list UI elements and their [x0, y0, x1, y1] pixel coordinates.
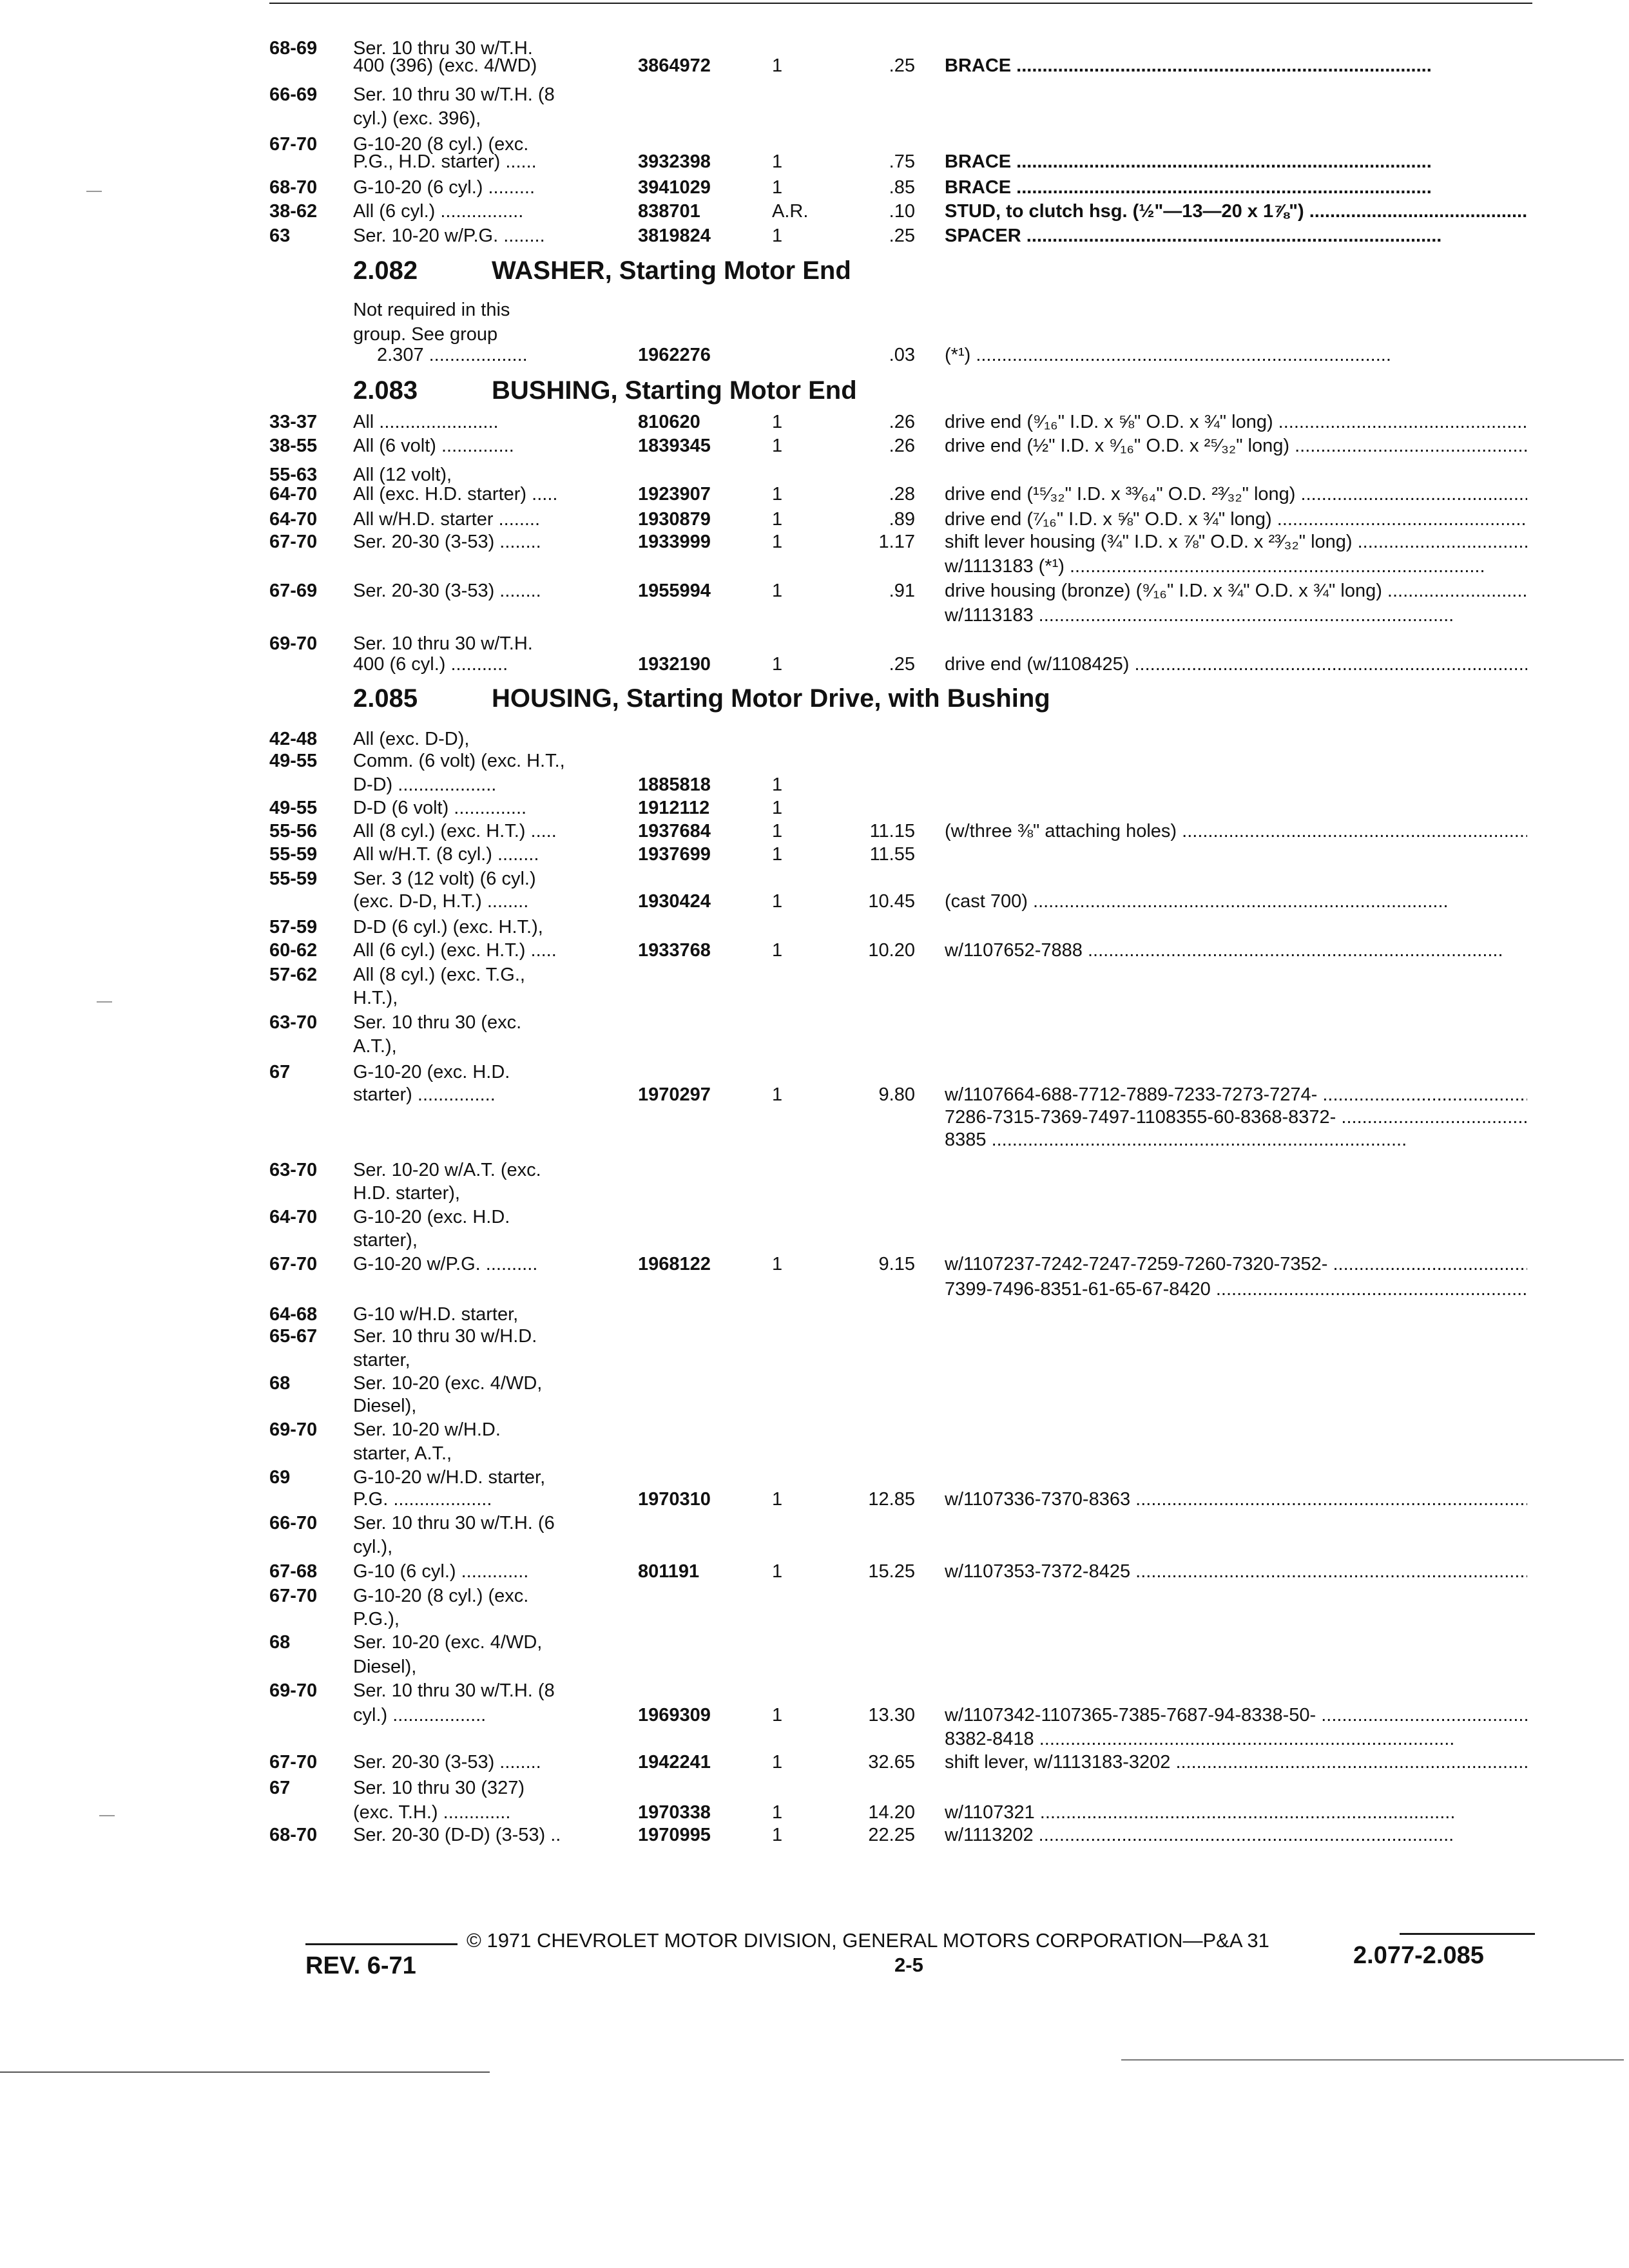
row-years: 69-70 — [269, 1680, 318, 1701]
row-quantity: 1 — [772, 581, 783, 601]
row-years: 67-70 — [269, 1586, 318, 1606]
row-part-number: 1930879 — [638, 509, 711, 530]
row-quantity: 1 — [772, 532, 783, 552]
row-description: w/1107664-688-7712-7889-7233-7273-7274- ..... — [945, 1082, 1527, 1107]
row-part-number: 1955994 — [638, 581, 711, 601]
row-application: G-10-20 (8 cyl.) (exc. — [353, 1586, 529, 1606]
row-part-number: 1933999 — [638, 532, 711, 552]
row-application: starter, — [353, 1350, 410, 1370]
row-quantity: 1 — [772, 844, 783, 865]
row-years: 55-59 — [269, 844, 318, 865]
row-application: All (6 volt) .............. — [353, 436, 514, 456]
section-title: BUSHING, Starting Motor End — [492, 376, 857, 405]
row-quantity: 1 — [772, 1084, 783, 1105]
row-description: w/1113183 (*¹) ..... — [945, 554, 1527, 579]
row-part-number: 3941029 — [638, 177, 711, 198]
row-quantity: 1 — [772, 798, 783, 818]
row-price: .91 — [889, 581, 915, 601]
row-application: D-D (6 cyl.) (exc. H.T.), — [353, 917, 543, 937]
row-quantity: 1 — [772, 177, 783, 198]
row-years: 67 — [269, 1062, 291, 1082]
row-years: 68 — [269, 1373, 291, 1394]
row-application: All (8 cyl.) (exc. H.T.) ..... — [353, 821, 557, 841]
table-row — [0, 1823, 1629, 1861]
row-quantity: 1 — [772, 821, 783, 841]
row-part-number: 1930424 — [638, 891, 711, 912]
row-price: 13.30 — [868, 1705, 915, 1725]
row-application: cyl.) (exc. 396), — [353, 108, 481, 129]
footer-copyright: © 1971 CHEVROLET MOTOR DIVISION, GENERAL MOTORS CORPORATION—P&A 31 — [467, 1929, 1269, 1952]
row-application: Ser. 20-30 (3-53) ........ — [353, 1752, 541, 1773]
row-quantity: 1 — [772, 509, 783, 530]
row-description: w/1107321 ..... — [945, 1800, 1527, 1825]
row-years: 69 — [269, 1467, 291, 1488]
row-years: 33-37 — [269, 412, 318, 432]
row-years: 69-70 — [269, 1419, 318, 1440]
row-years: 68-69 — [269, 38, 318, 59]
section-note: Not required in this — [353, 300, 510, 320]
row-quantity: 1 — [772, 891, 783, 912]
footer-rule-left — [305, 1943, 458, 1945]
row-application: All (6 cyl.) (exc. H.T.) ..... — [353, 940, 557, 961]
row-years: 55-59 — [269, 869, 318, 889]
row-price: 10.45 — [868, 891, 915, 912]
footer-rule-right — [1400, 1933, 1535, 1935]
row-application: G-10 (6 cyl.) ............. — [353, 1561, 529, 1582]
row-years: 67 — [269, 1778, 291, 1798]
row-years: 66-69 — [269, 84, 318, 105]
row-application: G-10 w/H.D. starter, — [353, 1304, 519, 1325]
row-application: All w/H.T. (8 cyl.) ........ — [353, 844, 539, 865]
row-application: All w/H.D. starter ........ — [353, 509, 541, 530]
row-price: 9.15 — [878, 1254, 915, 1274]
row-application: D-D) ................... — [353, 774, 497, 795]
row-application: Ser. 20-30 (D-D) (3-53) .. — [353, 1825, 561, 1845]
row-application: 400 (6 cyl.) ........... — [353, 654, 508, 675]
row-part-number: 838701 — [638, 201, 700, 222]
row-price: 12.85 — [868, 1489, 915, 1510]
row-quantity: 1 — [772, 940, 783, 961]
row-part-number: 1970338 — [638, 1802, 711, 1823]
row-years: 68-70 — [269, 177, 318, 198]
row-years: 68-70 — [269, 1825, 318, 1845]
row-part-number: 1937699 — [638, 844, 711, 865]
row-application: Ser. 10 thru 30 (exc. — [353, 1012, 522, 1033]
row-part-number: 1970310 — [638, 1489, 711, 1510]
row-application: (exc. T.H.) ............. — [353, 1802, 511, 1823]
row-application: Ser. 10-20 w/H.D. — [353, 1419, 501, 1440]
bottom-scan-rule — [1121, 2059, 1624, 2061]
row-price: .26 — [889, 436, 915, 456]
section-number: 2.085 — [353, 684, 418, 713]
margin-mark — [97, 1001, 112, 1003]
row-price: 10.20 — [868, 940, 915, 961]
row-application: All (exc. D-D), — [353, 729, 470, 749]
row-application: D-D (6 volt) .............. — [353, 798, 527, 818]
section-note: group. See group — [353, 324, 498, 345]
row-years: 49-55 — [269, 798, 318, 818]
row-part-number: 1968122 — [638, 1254, 711, 1274]
row-part-number: 1933768 — [638, 940, 711, 961]
row-application: H.D. starter), — [353, 1183, 460, 1204]
row-years: 67-70 — [269, 134, 318, 155]
row-price: .26 — [889, 412, 915, 432]
row-years: 69-70 — [269, 633, 318, 654]
row-price: 9.80 — [878, 1084, 915, 1105]
row-years: 67-70 — [269, 1254, 318, 1274]
row-application: A.T.), — [353, 1036, 397, 1057]
row-quantity: 1 — [772, 484, 783, 505]
row-application: All (12 volt), — [353, 465, 452, 485]
row-part-number: 1970297 — [638, 1084, 711, 1105]
row-application: All (exc. H.D. starter) ..... — [353, 484, 558, 505]
row-part-number: 1923907 — [638, 484, 711, 505]
row-quantity: 1 — [772, 436, 783, 456]
row-description: drive end (w/1108425) ..... — [945, 652, 1527, 677]
row-price: 11.15 — [869, 821, 915, 841]
row-description: w/1107237-7242-7247-7259-7260-7320-7352- ..... — [945, 1252, 1527, 1276]
row-years: 38-62 — [269, 201, 318, 222]
row-application: G-10-20 (exc. H.D. — [353, 1207, 510, 1227]
row-price: 32.65 — [868, 1752, 915, 1773]
section-title: WASHER, Starting Motor End — [492, 256, 851, 285]
row-years: 55-56 — [269, 821, 318, 841]
row-description: 8385 ..... — [945, 1128, 1527, 1152]
row-years: 63-70 — [269, 1012, 318, 1033]
row-application: P.G.), — [353, 1609, 400, 1629]
row-years: 68 — [269, 1632, 291, 1653]
row-quantity: 1 — [772, 1705, 783, 1725]
row-years: 60-62 — [269, 940, 318, 961]
row-application: Ser. 10-20 w/P.G. ........ — [353, 226, 545, 246]
row-application: All (8 cyl.) (exc. T.G., — [353, 965, 525, 985]
row-price: 11.55 — [869, 844, 915, 865]
row-description: drive end (½" I.D. x ⁹⁄₁₆" O.D. x ²⁵⁄₃₂" long) ..... — [945, 434, 1527, 458]
row-application: Ser. 10-20 (exc. 4/WD, — [353, 1632, 543, 1653]
footer-group-range: 2.077-2.085 — [1353, 1942, 1484, 1969]
row-description: w/1107336-7370-8363 ..... — [945, 1487, 1527, 1512]
row-price: 15.25 — [868, 1561, 915, 1582]
row-application: Ser. 20-30 (3-53) ........ — [353, 532, 541, 552]
row-part-number: 3864972 — [638, 55, 711, 76]
row-part-number: 3819824 — [638, 226, 711, 246]
row-years: 66-70 — [269, 1513, 318, 1533]
row-description: 7399-7496-8351-61-65-67-8420 ..... — [945, 1277, 1527, 1302]
row-application: All ....................... — [353, 412, 499, 432]
row-application: P.G., H.D. starter) ...... — [353, 151, 537, 172]
row-description: drive housing (bronze) (⁹⁄₁₆" I.D. x ¾" O.D. x ¾" long) ..... — [945, 579, 1527, 603]
row-application: G-10-20 w/P.G. .......... — [353, 1254, 538, 1274]
row-description: BRACE ..... — [945, 149, 1527, 174]
row-application: Ser. 3 (12 volt) (6 cyl.) — [353, 869, 536, 889]
section-heading — [353, 683, 1050, 714]
row-application: starter, A.T., — [353, 1443, 452, 1464]
row-description: STUD, to clutch hsg. (½"—13—20 x 1⅞") ..... — [945, 199, 1527, 224]
row-price: .25 — [889, 55, 915, 76]
row-application: G-10-20 (6 cyl.) ......... — [353, 177, 535, 198]
row-quantity: 1 — [772, 1489, 783, 1510]
row-description: BRACE ..... — [945, 53, 1527, 78]
row-price: .89 — [889, 509, 915, 530]
row-description: BRACE ..... — [945, 175, 1527, 200]
row-price: .10 — [889, 201, 915, 222]
row-description: drive end (⁹⁄₁₆" I.D. x ⅝" O.D. x ¾" long) ..... — [945, 410, 1527, 434]
row-quantity: A.R. — [772, 201, 809, 222]
row-years: 67-69 — [269, 581, 318, 601]
margin-mark — [86, 191, 102, 192]
row-description: w/1107353-7372-8425 ..... — [945, 1559, 1527, 1584]
row-price: .85 — [889, 177, 915, 198]
row-application: Ser. 20-30 (3-53) ........ — [353, 581, 541, 601]
margin-mark — [99, 1815, 115, 1816]
row-price: 14.20 — [868, 1802, 915, 1823]
row-part-number: 1970995 — [638, 1825, 711, 1845]
row-years: 49-55 — [269, 751, 318, 771]
row-description: w/1113202 ..... — [945, 1823, 1527, 1847]
row-description: 7286-7315-7369-7497-1108355-60-8368-8372- ..... — [945, 1105, 1527, 1129]
row-application: G-10-20 (8 cyl.) (exc. — [353, 134, 529, 155]
row-application: G-10-20 w/H.D. starter, — [353, 1467, 546, 1488]
section-heading — [353, 255, 851, 286]
row-application: cyl.) .................. — [353, 1705, 487, 1725]
row-quantity: 1 — [772, 1825, 783, 1845]
row-quantity: 1 — [772, 55, 783, 76]
row-price: .25 — [889, 654, 915, 675]
row-years: 64-68 — [269, 1304, 318, 1325]
row-quantity: 1 — [772, 226, 783, 246]
row-application: Ser. 10 thru 30 w/T.H. (8 — [353, 84, 555, 105]
row-quantity: 1 — [772, 654, 783, 675]
row-application: Ser. 10-20 w/A.T. (exc. — [353, 1160, 541, 1180]
row-application: 400 (396) (exc. 4/WD) — [353, 55, 537, 76]
row-years: 64-70 — [269, 509, 318, 530]
row-years: 38-55 — [269, 436, 318, 456]
row-quantity: 1 — [772, 412, 783, 432]
row-application: Diesel), — [353, 1657, 417, 1677]
row-part-number: 1932190 — [638, 654, 711, 675]
footer-page-number: 2-5 — [894, 1954, 923, 1976]
row-description: shift lever, w/1113183-3202 ..... — [945, 1750, 1527, 1774]
row-application: cyl.), — [353, 1537, 393, 1557]
top-rule — [269, 3, 1532, 4]
row-application: H.T.), — [353, 988, 398, 1008]
row-quantity: 1 — [772, 1561, 783, 1582]
row-price: 22.25 — [868, 1825, 915, 1845]
row-description: SPACER ..... — [945, 224, 1527, 248]
row-application: starter), — [353, 1230, 418, 1251]
row-description: (cast 700) ..... — [945, 889, 1527, 914]
row-description: (w/three ⅜" attaching holes) ..... — [945, 819, 1527, 843]
row-description: drive end (⁷⁄₁₆" I.D. x ⅝" O.D. x ¾" long) ..... — [945, 507, 1527, 532]
row-application: G-10-20 (exc. H.D. — [353, 1062, 510, 1082]
row-part-number: 1969309 — [638, 1705, 711, 1725]
row-years: 67-68 — [269, 1561, 318, 1582]
row-years: 64-70 — [269, 484, 318, 505]
row-description: w/1107342-1107365-7385-7687-94-8338-50- ..... — [945, 1703, 1527, 1727]
row-part-number: 1839345 — [638, 436, 711, 456]
row-years: 67-70 — [269, 532, 318, 552]
row-application: Ser. 10 thru 30 w/T.H. (6 — [353, 1513, 555, 1533]
row-description: w/1107652-7888 ..... — [945, 938, 1527, 963]
row-part-number: 801191 — [638, 1561, 700, 1582]
row-price: .03 — [889, 345, 915, 365]
row-part-number: 1962276 — [638, 345, 711, 365]
row-years: 63-70 — [269, 1160, 318, 1180]
section-title: HOUSING, Starting Motor Drive, with Bushing — [492, 684, 1050, 713]
row-application: Ser. 10 thru 30 w/H.D. — [353, 1326, 537, 1347]
row-application: Ser. 10-20 (exc. 4/WD, — [353, 1373, 543, 1394]
row-application: All (6 cyl.) ................ — [353, 201, 524, 222]
section-number: 2.083 — [353, 376, 418, 405]
row-description: drive end (¹⁵⁄₃₂" I.D. x ³³⁄₆₄" O.D. ²³⁄₃₂" long) ..... — [945, 482, 1527, 506]
row-quantity: 1 — [772, 1254, 783, 1274]
row-years: 64-70 — [269, 1207, 318, 1227]
row-description: shift lever housing (¾" I.D. x ⅞" O.D. x ²³⁄₃₂" long) ..... — [945, 530, 1527, 554]
row-years: 57-62 — [269, 965, 318, 985]
row-application: 2.307 ................... — [377, 345, 528, 365]
row-description: w/1113183 ..... — [945, 603, 1527, 628]
row-application: P.G. ................... — [353, 1489, 492, 1510]
row-description: 8382-8418 ..... — [945, 1727, 1527, 1751]
row-quantity: 1 — [772, 1802, 783, 1823]
section-number: 2.082 — [353, 256, 418, 285]
row-price: .28 — [889, 484, 915, 505]
row-part-number: 1885818 — [638, 774, 711, 795]
row-years: 57-59 — [269, 917, 318, 937]
row-quantity: 1 — [772, 151, 783, 172]
row-price: .75 — [889, 151, 915, 172]
row-application: Comm. (6 volt) (exc. H.T., — [353, 751, 565, 771]
row-quantity: 1 — [772, 774, 783, 795]
footer-revision: REV. 6-71 — [305, 1952, 416, 1979]
row-price: 1.17 — [878, 532, 915, 552]
row-quantity: 1 — [772, 1752, 783, 1773]
row-part-number: 1942241 — [638, 1752, 711, 1773]
row-description: (*¹) ..... — [945, 343, 1527, 367]
row-application: Ser. 10 thru 30 w/T.H. — [353, 633, 533, 654]
row-application: Ser. 10 thru 30 (327) — [353, 1778, 525, 1798]
row-application: Diesel), — [353, 1396, 417, 1416]
row-application: Ser. 10 thru 30 w/T.H. (8 — [353, 1680, 555, 1701]
row-part-number: 810620 — [638, 412, 700, 432]
row-part-number: 1937684 — [638, 821, 711, 841]
row-price: .25 — [889, 226, 915, 246]
row-application: (exc. D-D, H.T.) ........ — [353, 891, 529, 912]
row-years: 67-70 — [269, 1752, 318, 1773]
row-years: 55-63 — [269, 465, 318, 485]
row-application: Ser. 10 thru 30 w/T.H. — [353, 38, 533, 59]
bottom-scan-rule — [0, 2071, 490, 2073]
section-heading — [353, 375, 857, 406]
row-years: 65-67 — [269, 1326, 318, 1347]
row-years: 63 — [269, 226, 291, 246]
row-part-number: 3932398 — [638, 151, 711, 172]
row-part-number: 1912112 — [638, 798, 710, 818]
row-years: 42-48 — [269, 729, 318, 749]
row-application: starter) ............... — [353, 1084, 496, 1105]
